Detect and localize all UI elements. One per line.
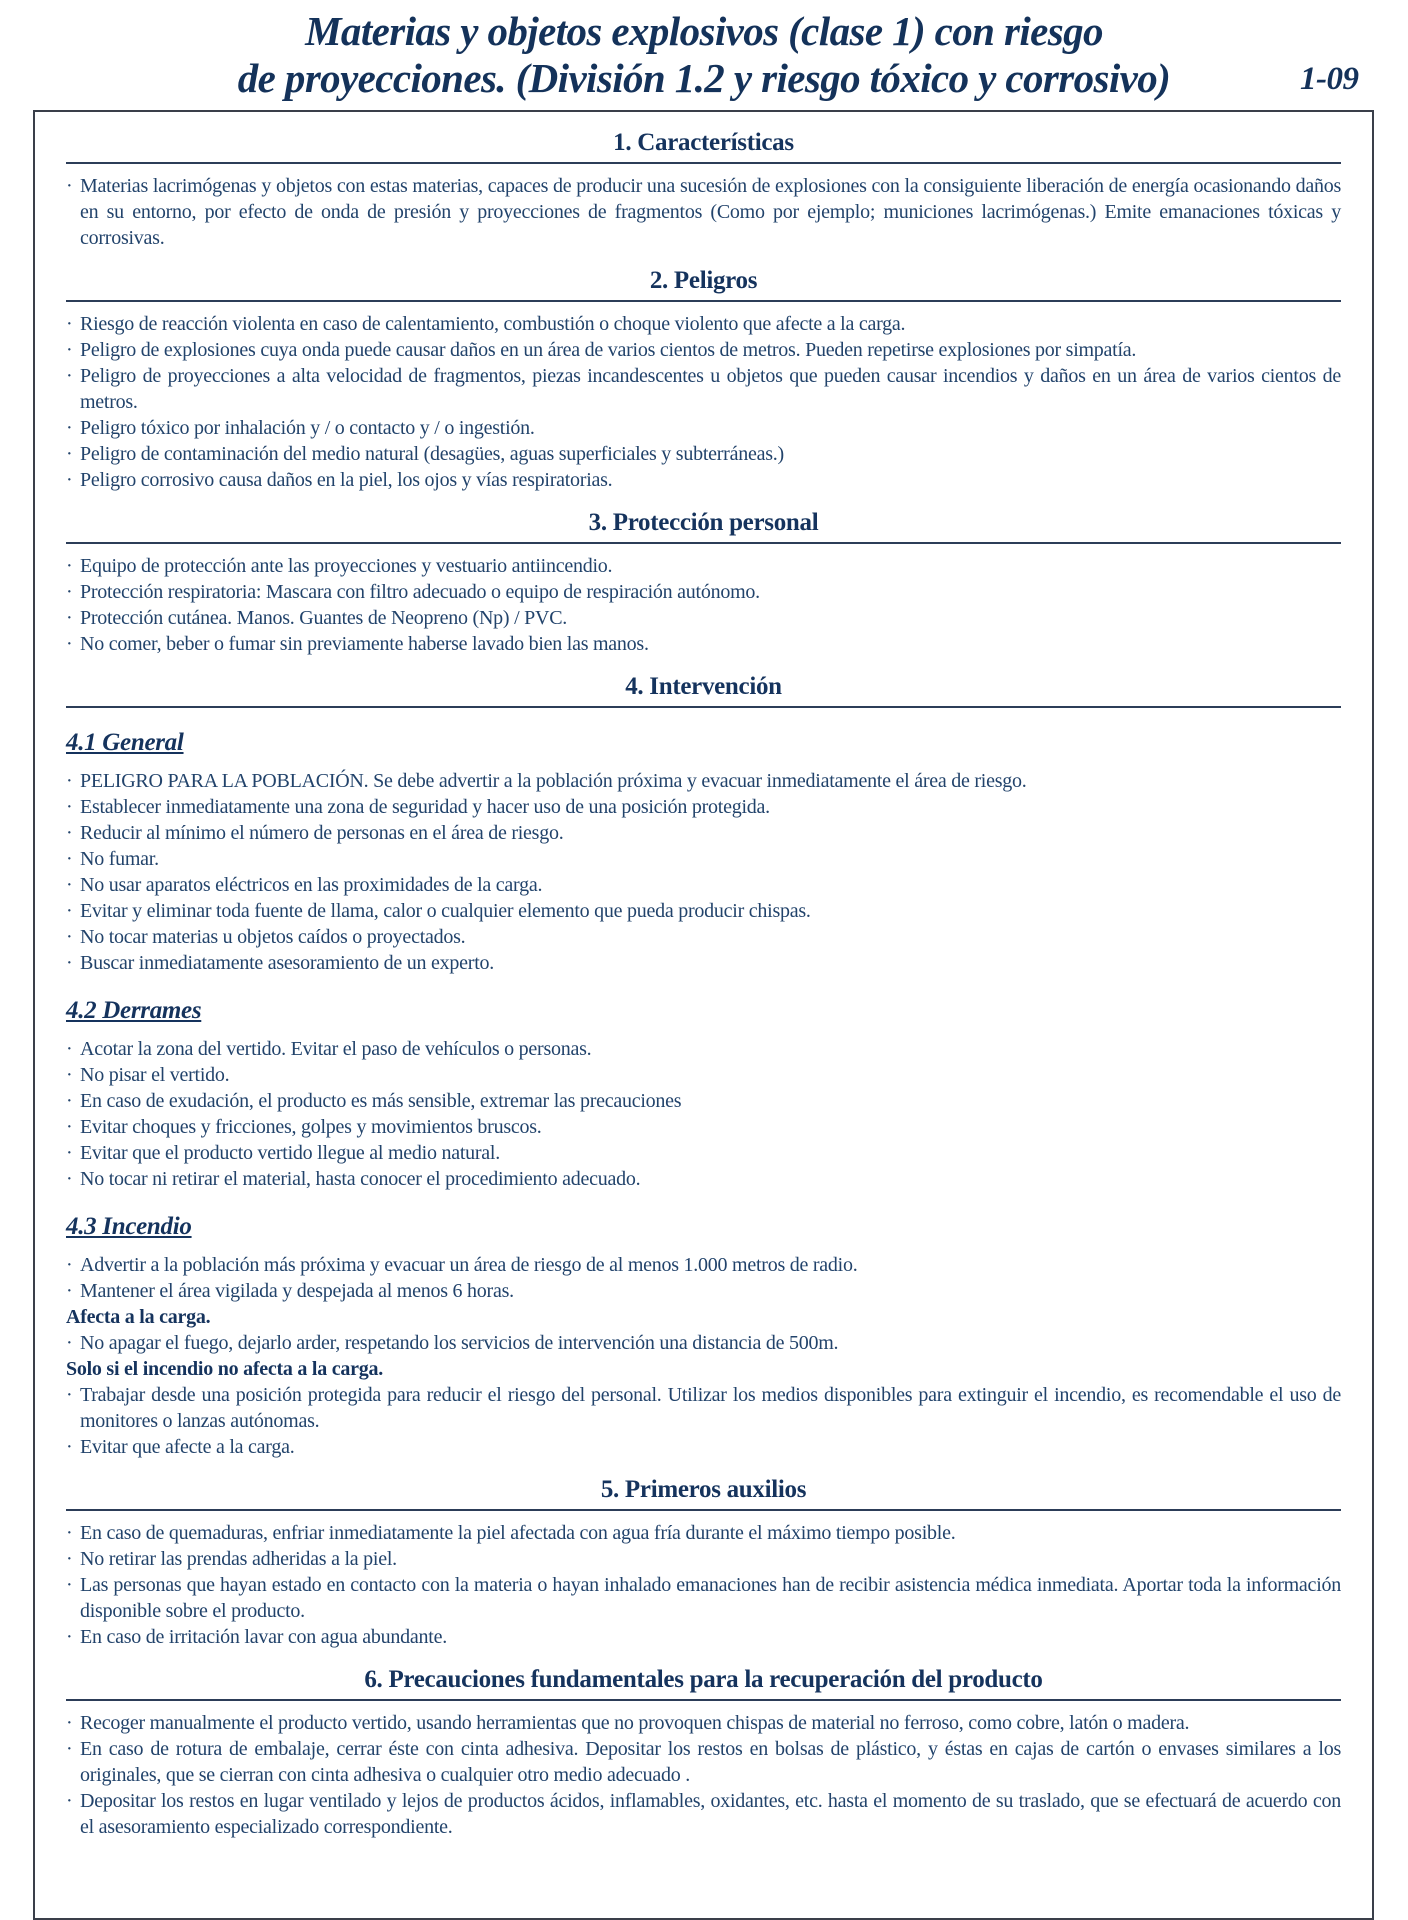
section-heading: 2. Peligros: [649, 267, 758, 294]
bullet-item: [66, 363, 1341, 415]
bullet-text: No tocar ni retirar el material, hasta conocer el procedimiento adecuado.: [80, 1168, 641, 1190]
bullet-text: PELIGRO PARA LA POBLACIÓN. Se debe advertir a la población próxima y evacuar inmediatamente el área de riesgo.: [80, 770, 1027, 792]
bullet-text: Buscar inmediatamente asesoramiento de un experto.: [80, 952, 495, 974]
bullet-text: Peligro corrosivo causa daños en la piel, los ojos y vías respiratorias.: [80, 469, 613, 491]
bullet-text: Mantener el área vigilada y despejada al menos 6 horas.: [80, 1280, 514, 1302]
bullet-text: Evitar choques y fricciones, golpes y movimientos bruscos.: [80, 1116, 542, 1138]
bullet-text: Peligro de explosiones cuya onda puede causar daños en un área de varios cientos de metros. Pueden repetirse explosiones por simpatía.: [80, 339, 1137, 361]
bullet-dot: ·: [66, 1090, 73, 1112]
section-rule: [66, 300, 1341, 302]
bullet-item: [66, 1278, 1341, 1304]
bullet-text: No apagar el fuego, dejarlo arder, respetando los servicios de intervención una distancia de 500m.: [80, 1332, 839, 1354]
bullet-item: [66, 1572, 1341, 1624]
bullet-text: Protección respiratoria: Mascara con filtro adecuado o equipo de respiración autónomo.: [80, 581, 760, 603]
bullet-item: [66, 631, 1341, 657]
bullet-dot: ·: [66, 469, 73, 491]
section-main: [66, 508, 1341, 657]
bullet-dot: ·: [66, 581, 73, 603]
section-rule: [66, 542, 1341, 544]
bullet-dot: ·: [66, 607, 73, 629]
bullet-text: Establecer inmediatamente una zona de seguridad y hacer uso de una posición protegida.: [80, 796, 770, 818]
section-rule: [66, 706, 1341, 708]
bullet-dot: ·: [66, 365, 73, 387]
bullet-text: No comer, beber o fumar sin previamente haberse lavado bien las manos.: [80, 633, 649, 655]
bullet-item: [66, 579, 1341, 605]
section-main: [66, 1475, 1341, 1650]
bullet-dot: ·: [66, 1436, 73, 1458]
section-heading: 3. Protección personal: [588, 509, 819, 536]
bullet-item: [66, 820, 1341, 846]
bullet-item: [66, 1330, 1341, 1356]
bullet-dot: ·: [66, 1548, 73, 1570]
bullet-text: Advertir a la población más próxima y evacuar un área de riesgo de al menos 1.000 metros de radio.: [80, 1254, 858, 1276]
bullet-item: [66, 337, 1341, 363]
section-main: [66, 1665, 1341, 1840]
bullet-text: Reducir al mínimo el número de personas en el área de riesgo.: [80, 822, 564, 844]
bullet-item: [66, 794, 1341, 820]
bullet-dot: ·: [66, 1280, 73, 1302]
bullet-item: [66, 950, 1341, 976]
bullet-dot: ·: [66, 1574, 73, 1596]
section-main: [66, 266, 1341, 493]
bullet-dot: ·: [66, 1142, 73, 1164]
bold-note-text: Afecta a la carga.: [66, 1306, 211, 1328]
bullet-text: Depositar los restos en lugar ventilado y lejos de productos ácidos, inflamables, oxidantes, etc. hasta el momento de su traslado, que se efectuará de acuerdo con el asesoramiento especializado correspondiente.: [80, 1790, 1341, 1838]
bullet-text: No retirar las prendas adheridas a la piel.: [80, 1548, 397, 1570]
bullet-text: En caso de quemaduras, enfriar inmediatamente la piel afectada con agua fría durante el máximo tiempo posible.: [80, 1522, 956, 1544]
title-line-1: Materias y objetos explosivos (clase 1) con riesgo: [305, 8, 1103, 54]
bullet-dot: ·: [66, 770, 73, 792]
bullet-dot: ·: [66, 900, 73, 922]
bullet-item: [66, 1710, 1341, 1736]
bullet-item: [66, 1062, 1341, 1088]
bullet-text: Riesgo de reacción violenta en caso de calentamiento, combustión o choque violento que afecte a la carga.: [80, 313, 906, 335]
bullet-dot: ·: [66, 313, 73, 335]
section-heading: 5. Primeros auxilios: [600, 1476, 807, 1503]
bold-note: [66, 1304, 1341, 1330]
bullet-dot: ·: [66, 1790, 73, 1812]
bullet-item: [66, 467, 1341, 493]
bullet-text: En caso de rotura de embalaje, cerrar éste con cinta adhesiva. Depositar los restos en bolsas de plástico, y éstas en cajas de cartón o envases similares a los originales, que se cierran con cinta adhesiva o cualquier otro medio adecuado .: [80, 1738, 1341, 1786]
bullet-text: Peligro tóxico por inhalación y / o contacto y / o ingestión.: [80, 417, 535, 439]
bullet-dot: ·: [66, 1254, 73, 1276]
bullet-text: Peligro de contaminación del medio natural (desagües, aguas superficiales y subterráneas.): [80, 443, 784, 465]
bullet-text: En caso de irritación lavar con agua abundante.: [80, 1626, 447, 1648]
bullet-text: Evitar y eliminar toda fuente de llama, calor o cualquier elemento que pueda producir chispas.: [80, 900, 811, 922]
subsection-heading: 4.1 General: [66, 729, 184, 756]
title-line-2: de proyecciones. (División 1.2 y riesgo tóxico y corrosivo): [237, 55, 1171, 101]
bullet-dot: ·: [66, 1332, 73, 1354]
section-sub: [66, 996, 1341, 1192]
bullet-dot: ·: [66, 796, 73, 818]
content-frame: [33, 110, 1374, 1920]
bullet-item: [66, 768, 1341, 794]
bullet-text: No fumar.: [80, 848, 159, 870]
bullet-dot: ·: [66, 1116, 73, 1138]
section-sub: [66, 728, 1341, 976]
bullet-item: [66, 1114, 1341, 1140]
bullet-dot: ·: [66, 874, 73, 896]
bullet-dot: ·: [66, 822, 73, 844]
section-heading: 6. Precauciones fundamentales para la recuperación del producto: [364, 1666, 1043, 1693]
bullet-item: [66, 1788, 1341, 1840]
document-title: [0, 0, 1408, 102]
bullet-item: [66, 441, 1341, 467]
bullet-item: [66, 1252, 1341, 1278]
bold-note: [66, 1356, 1341, 1382]
bullet-item: [66, 846, 1341, 872]
bullet-text: Materias lacrimógenas y objetos con estas materias, capaces de producir una sucesión de explosiones con la consiguiente liberación de energía ocasionando daños en su entorno, por efecto de onda de presión y proyecciones de fragmentos (Como por ejemplo; municiones lacrimógenas.) Emite emanaciones tóxicas y corrosivas.: [80, 175, 1341, 249]
bullet-item: [66, 311, 1341, 337]
document-code: 1-09: [1300, 61, 1359, 97]
section-sub: [66, 1212, 1341, 1460]
bullet-dot: ·: [66, 1738, 73, 1760]
bullet-item: [66, 1520, 1341, 1546]
bullet-text: Acotar la zona del vertido. Evitar el paso de vehículos o personas.: [80, 1038, 592, 1060]
bullet-item: [66, 553, 1341, 579]
bullet-item: [66, 1736, 1341, 1788]
bullet-text: Trabajar desde una posición protegida para reducir el riesgo del personal. Utilizar los medios disponibles para extinguir el incendio, es recomendable el uso de monitores o lanzas autónomas.: [80, 1384, 1341, 1432]
section-heading: 4. Intervención: [625, 673, 782, 700]
bullet-dot: ·: [66, 1168, 73, 1190]
bullet-dot: ·: [66, 848, 73, 870]
bullet-item: [66, 1434, 1341, 1460]
bullet-dot: ·: [66, 633, 73, 655]
bullet-dot: ·: [66, 555, 73, 577]
bullet-item: [66, 1166, 1341, 1192]
bullet-dot: ·: [66, 175, 73, 197]
section-rule: [66, 1699, 1341, 1701]
section-main: [66, 672, 1341, 708]
bullet-item: [66, 1624, 1341, 1650]
bullet-dot: ·: [66, 1064, 73, 1086]
section-main: [66, 128, 1341, 251]
bullet-item: [66, 872, 1341, 898]
bullet-dot: ·: [66, 926, 73, 948]
bullet-dot: ·: [66, 1384, 73, 1406]
bullet-text: En caso de exudación, el producto es más sensible, extremar las precauciones: [80, 1090, 682, 1112]
bullet-item: [66, 1382, 1341, 1434]
bullet-item: [66, 1140, 1341, 1166]
bullet-dot: ·: [66, 443, 73, 465]
bullet-dot: ·: [66, 1522, 73, 1544]
bullet-item: [66, 605, 1341, 631]
bullet-text: Las personas que hayan estado en contacto con la materia o hayan inhalado emanaciones han de recibir asistencia médica inmediata. Aportar toda la información disponible sobre el producto.: [80, 1574, 1341, 1622]
section-heading: 1. Características: [613, 129, 794, 156]
bullet-text: No pisar el vertido.: [80, 1064, 230, 1086]
bullet-item: [66, 173, 1341, 251]
bullet-text: Protección cutánea. Manos. Guantes de Neopreno (Np) / PVC.: [80, 607, 568, 629]
bullet-text: No usar aparatos eléctricos en las proximidades de la carga.: [80, 874, 543, 896]
bullet-text: Recoger manualmente el producto vertido, usando herramientas que no provoquen chispas de material no ferroso, como cobre, latón o madera.: [80, 1712, 1190, 1734]
bullet-item: [66, 1546, 1341, 1572]
bullet-dot: ·: [66, 1038, 73, 1060]
bullet-dot: ·: [66, 1626, 73, 1648]
bullet-dot: ·: [66, 1712, 73, 1734]
section-rule: [66, 162, 1341, 164]
subsection-heading: 4.2 Derrames: [66, 997, 202, 1024]
bullet-item: [66, 1088, 1341, 1114]
bold-note-text: Solo si el incendio no afecta a la carga.: [66, 1358, 383, 1380]
bullet-text: Evitar que afecte a la carga.: [80, 1436, 295, 1458]
bullet-item: [66, 924, 1341, 950]
bullet-item: [66, 1036, 1341, 1062]
bullet-item: [66, 898, 1341, 924]
bullet-item: [66, 415, 1341, 441]
bullet-text: Evitar que el producto vertido llegue al medio natural.: [80, 1142, 500, 1164]
bullet-text: Equipo de protección ante las proyecciones y vestuario antiincendio.: [80, 555, 613, 577]
bullet-dot: ·: [66, 339, 73, 361]
section-rule: [66, 1509, 1341, 1511]
bullet-dot: ·: [66, 417, 73, 439]
bullet-dot: ·: [66, 952, 73, 974]
bullet-text: No tocar materias u objetos caídos o proyectados.: [80, 926, 466, 948]
subsection-heading: 4.3 Incendio: [66, 1213, 192, 1240]
bullet-text: Peligro de proyecciones a alta velocidad de fragmentos, piezas incandescentes u objetos que pueden causar incendios y daños en un área de varios cientos de metros.: [80, 365, 1341, 413]
